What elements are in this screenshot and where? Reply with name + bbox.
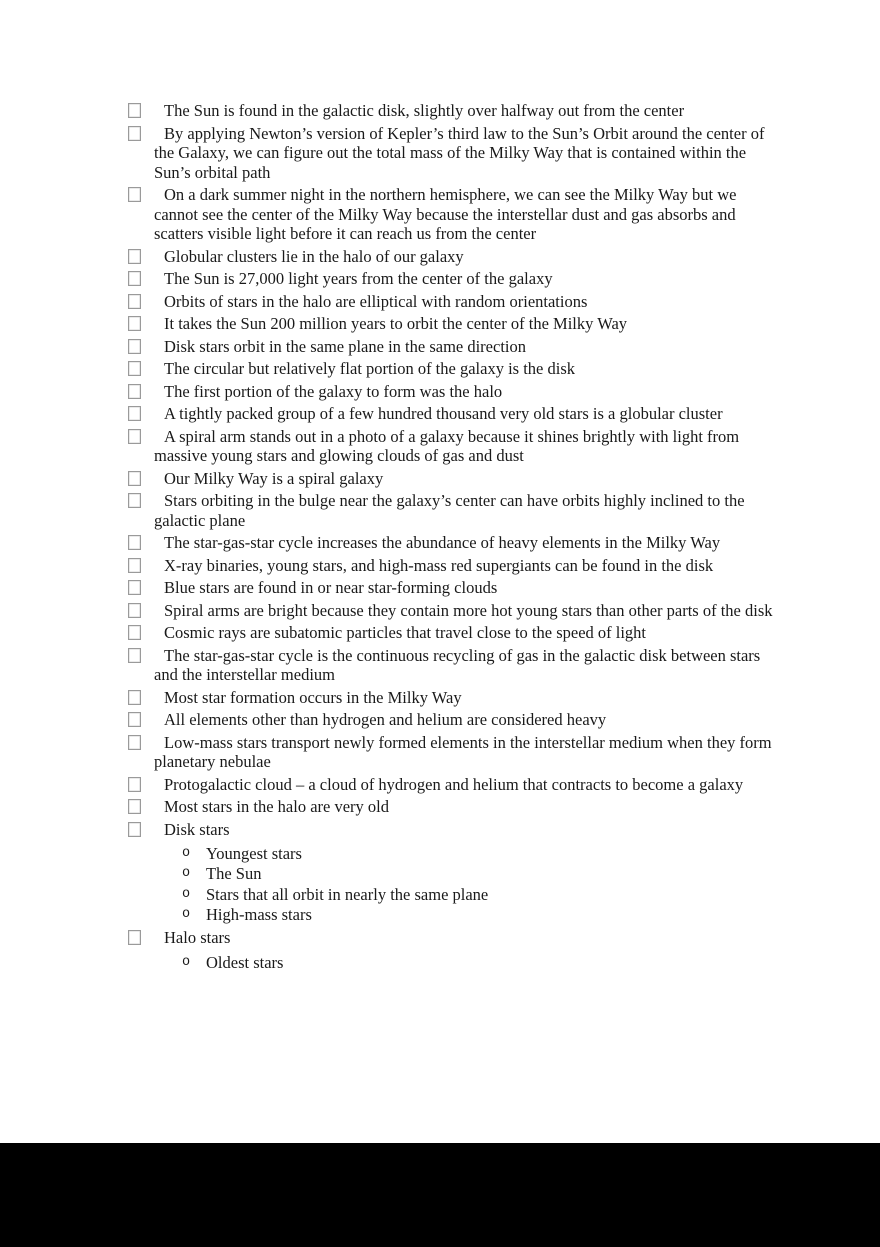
checklist-item-text: Spiral arms are bright because they contain more hot young stars than other parts of the disk	[164, 600, 773, 620]
checklist-item	[128, 733, 783, 772]
empty-checkbox-icon[interactable]	[128, 822, 141, 837]
checklist-item	[128, 404, 783, 424]
checklist-item-text: A spiral arm stands out in a photo of a galaxy because it shines brightly with light from massive young stars and glowing clouds of gas and dust	[154, 426, 740, 465]
checklist-item-text: All elements other than hydrogen and helium are considered heavy	[164, 710, 607, 729]
checklist-item-text: By applying Newton’s version of Kepler’s third law to the Sun’s Orbit around the center of the Galaxy, we can figure out the total mass of the Milky Way that is contained within the Sun’s orbital path	[154, 123, 765, 182]
checklist-item	[128, 797, 783, 817]
checklist-item-text: Protogalactic cloud – a cloud of hydrogen and helium that contracts to become a galaxy	[164, 774, 744, 794]
sub-list-item	[154, 864, 783, 884]
checklist-item	[128, 292, 783, 312]
sub-list-item	[154, 905, 783, 925]
checklist-item-text: On a dark summer night in the northern hemisphere, we can see the Milky Way but we cannot see the center of the Milky Way because the interstellar dust and gas absorbs and scatters visible light before it can reach us from the center	[154, 185, 737, 243]
checklist-item	[128, 247, 783, 267]
checklist-item-text: Our Milky Way is a spiral galaxy	[164, 468, 384, 488]
empty-checkbox-icon[interactable]	[128, 535, 141, 550]
checklist-item-text: Globular clusters lie in the halo of our galaxy	[164, 246, 464, 266]
checklist-item-text: Halo stars	[164, 928, 231, 948]
empty-checkbox-icon[interactable]	[128, 690, 141, 705]
checklist-item	[128, 710, 783, 730]
checklist-item-text: Most stars in the halo are very old	[164, 797, 389, 816]
checklist-item	[128, 491, 783, 530]
empty-checkbox-icon[interactable]	[128, 249, 141, 264]
empty-checkbox-icon[interactable]	[128, 648, 141, 663]
checklist-item-text: The Sun is 27,000 light years from the center of the galaxy	[164, 269, 553, 288]
sub-item-text: The Sun	[206, 864, 262, 884]
empty-checkbox-icon[interactable]	[128, 712, 141, 727]
sub-list-item	[154, 885, 783, 905]
checklist-item	[128, 533, 783, 553]
checklist-item-text: The first portion of the galaxy to form was the halo	[164, 381, 503, 401]
checklist-item	[128, 775, 783, 795]
checklist-item-text: Cosmic rays are subatomic particles that travel close to the speed of light	[164, 623, 647, 642]
empty-checkbox-icon[interactable]	[128, 777, 141, 792]
checklist	[128, 101, 783, 973]
checklist-item-text: Disk stars	[164, 819, 230, 839]
checklist-item	[128, 337, 783, 357]
checklist-item-text: Orbits of stars in the halo are elliptical with random orientations	[164, 291, 588, 311]
sub-item-text: Youngest stars	[206, 844, 302, 863]
empty-checkbox-icon[interactable]	[128, 735, 141, 750]
empty-checkbox-icon[interactable]	[128, 471, 141, 486]
checklist-item	[128, 359, 783, 379]
checklist-item-text: The circular but relatively flat portion of the galaxy is the disk	[164, 359, 575, 378]
checklist-item	[128, 646, 783, 685]
empty-checkbox-icon[interactable]	[128, 580, 141, 595]
empty-checkbox-icon[interactable]	[128, 294, 141, 309]
checklist-item	[128, 185, 783, 244]
empty-checkbox-icon[interactable]	[128, 493, 141, 508]
checklist-item-text: Low-mass stars transport newly formed elements in the interstellar medium when they form planetary nebulae	[154, 732, 772, 771]
circle-bullet-icon: o	[182, 954, 191, 970]
empty-checkbox-icon[interactable]	[128, 126, 141, 141]
checklist-item-text: Stars orbiting in the bulge near the galaxy’s center can have orbits highly inclined to the galactic plane	[154, 491, 745, 530]
empty-checkbox-icon[interactable]	[128, 361, 141, 376]
checklist-item	[128, 688, 783, 708]
empty-checkbox-icon[interactable]	[128, 339, 141, 354]
sub-item-text: High-mass stars	[206, 904, 312, 924]
checklist-item	[128, 427, 783, 466]
checklist-item	[128, 314, 783, 334]
sub-item-text: Stars that all orbit in nearly the same plane	[206, 884, 489, 904]
checklist-item-text: The Sun is found in the galactic disk, slightly over halfway out from the center	[164, 101, 685, 120]
sub-list-item	[154, 844, 783, 864]
sub-list-item	[154, 953, 783, 973]
checklist-item	[128, 820, 783, 926]
checklist-item	[128, 556, 783, 576]
empty-checkbox-icon[interactable]	[128, 384, 141, 399]
checklist-item	[128, 578, 783, 598]
empty-checkbox-icon[interactable]	[128, 103, 141, 118]
empty-checkbox-icon[interactable]	[128, 558, 141, 573]
checklist-item-text: Disk stars orbit in the same plane in the same direction	[164, 336, 526, 356]
empty-checkbox-icon[interactable]	[128, 406, 141, 421]
empty-checkbox-icon[interactable]	[128, 187, 141, 202]
sub-list	[154, 953, 783, 973]
checklist-item	[128, 101, 783, 121]
empty-checkbox-icon[interactable]	[128, 271, 141, 286]
checklist-item	[128, 623, 783, 643]
checklist-item	[128, 928, 783, 973]
checklist-item	[128, 469, 783, 489]
checklist-item-text: Blue stars are found in or near star-forming clouds	[164, 578, 498, 597]
sub-list	[154, 844, 783, 925]
empty-checkbox-icon[interactable]	[128, 930, 141, 945]
sub-item-text: Oldest stars	[206, 952, 284, 972]
circle-bullet-icon: o	[182, 906, 191, 922]
checklist-item-text: The star-gas-star cycle increases the abundance of heavy elements in the Milky Way	[164, 533, 721, 552]
circle-bullet-icon: o	[182, 846, 191, 861]
empty-checkbox-icon[interactable]	[128, 316, 141, 331]
letterbox-bottom-bar	[0, 1143, 880, 1247]
checklist-item-text: A tightly packed group of a few hundred thousand very old stars is a globular cluster	[164, 404, 723, 423]
checklist-item-text: X-ray binaries, young stars, and high-mass red supergiants can be found in the disk	[164, 555, 714, 575]
circle-bullet-icon: o	[182, 886, 191, 902]
empty-checkbox-icon[interactable]	[128, 799, 141, 814]
document-content	[128, 101, 783, 976]
checklist-item-text: The star-gas-star cycle is the continuous recycling of gas in the galactic disk between stars and the interstellar medium	[154, 645, 761, 684]
checklist-item	[128, 382, 783, 402]
checklist-item-text: It takes the Sun 200 million years to orbit the center of the Milky Way	[164, 314, 628, 333]
checklist-item	[128, 601, 783, 621]
circle-bullet-icon: o	[182, 866, 191, 882]
checklist-item-text: Most star formation occurs in the Milky Way	[164, 687, 462, 707]
checklist-item	[128, 124, 783, 183]
empty-checkbox-icon[interactable]	[128, 429, 141, 444]
empty-checkbox-icon[interactable]	[128, 625, 141, 640]
empty-checkbox-icon[interactable]	[128, 603, 141, 618]
checklist-item	[128, 269, 783, 289]
